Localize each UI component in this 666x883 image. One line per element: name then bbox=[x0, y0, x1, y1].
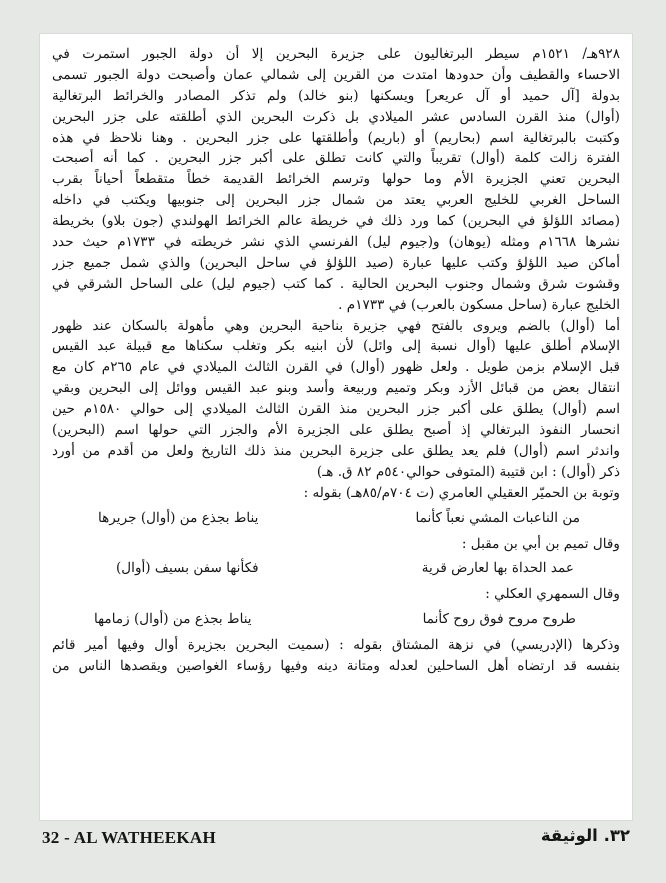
text-line: ذكر (أوال) : ابن قتيبة (المتوفى حوالي٥٤٠م ٨٢ ق. هـ) bbox=[316, 463, 620, 480]
text-line: (أوال) منذ القرن السادس عشر الميلادي بل ذكرت البحرين الذي أطلقته على جزر البحرين bbox=[52, 108, 620, 125]
verse-2-first-hemistich: عمد الحداة بها لعارض قرية bbox=[421, 560, 574, 577]
verse-3 bbox=[52, 605, 620, 635]
verse-3-second-hemistich: يناط بجذع من (أوال) زمامها bbox=[94, 611, 252, 628]
closing-paragraph bbox=[52, 635, 620, 677]
text-line: واندثر اسم (أوال) فلم يعد يطلق على جزيرة البحرين منذ ذلك التاريخ ولعل من أقدم من أورد bbox=[52, 442, 620, 459]
text-line: الفترة زالت كلمة (أوال) تقريباً والتي كانت تطلق على أكبر جزر البحرين . كما أنه أصبحت bbox=[52, 150, 620, 167]
text-line: انتقال بعض من قبائل الأزد وبكر وتميم وربيعة وأسد وبنو عبد القيس ووائل إلى البحرين وبقي bbox=[52, 380, 620, 397]
text-line: وقشوت شرق وشمال وجنوب البحرين الحالية . كما كتب (جيوم ليل) على الساحل الشرقي في bbox=[52, 275, 620, 292]
document-page bbox=[40, 34, 632, 820]
text-line: الإسلام أطلق عليها (أوال نسبة إلى وائل) لأن ابنيه بكر وتغلب سكناها مع قبيلة عبد القيس bbox=[52, 338, 620, 355]
poem-intro-2: وقال تميم بن أبي بن مقبل : bbox=[461, 535, 620, 552]
verse-2 bbox=[52, 554, 620, 584]
text-line: وكتبت بالبرتغالية اسم (بحاريم) أو (باريم) وأطلقتها على جزر البحرين . وهنا نلاحظ في هذه bbox=[52, 129, 620, 146]
text-line: أما (أوال) بالضم ويروى بالفتح فهي جزيرة بناحية البحرين وهي مأهولة بالسكان عند ظهور bbox=[52, 317, 620, 334]
text-line: انحسار النفوذ البرتغالي إذ أصبح يطلق على الجزيرة الأم والجزر التي حولها اسم (البحرين) bbox=[52, 422, 620, 439]
text-line: البحرين تعني الجزيرة الأم وما حولها وترسم الخرائط القديمة خطاً متقطعاً أحياناً بقرب bbox=[52, 171, 620, 188]
text-line: الاحساء والقطيف وأن حدودها امتدت من القرين إلى شمالي عمان وأصبحت دولة الجبور تسمى bbox=[52, 66, 620, 83]
verse-1 bbox=[52, 504, 620, 534]
text-line: الخليج عبارة (ساحل مسكون بالعرب) في ١٧٣٣م . bbox=[338, 296, 620, 313]
article-body bbox=[52, 44, 620, 677]
text-line: (مصائد اللؤلؤ في البحرين) كما ورد ذلك في خريطة عالم الخرائط الهولندي (جون بلاو) بخريطة bbox=[52, 213, 620, 230]
text-line: بدولة [آل حميد أو آل عريعر] ويسكنها (بنو خالد) ولم تذكر المصادر والخرائط البرتغالية bbox=[52, 87, 620, 104]
text-line: ٩٢٨هـ/ ١٥٢١م سيطر البرتغاليون على جزيرة البحرين إلا أن دولة الجبور استمرت في bbox=[52, 46, 620, 62]
verse-3-first-hemistich: طروح مروح فوق روح كأنما bbox=[422, 611, 576, 628]
verse-1-second-hemistich: يناط بجذع من (أوال) جريرها bbox=[98, 509, 259, 526]
footer-page-number-arabic: ٣٢. الوثيقة bbox=[540, 826, 630, 845]
text-line: قبل الإسلام بزمن طويل . ولعل ظهور (أوال) في القرن الثالث الميلادي في عام ٢٦٥م كان مع bbox=[52, 359, 620, 376]
poem-intro-3: وقال السمهري العكلي : bbox=[485, 586, 620, 603]
poem-intro-1: وتوبة بن الحميّر العقيلي العامري (ت ٧٠٤م/٨٥هـ) بقوله : bbox=[303, 484, 620, 501]
text-line: أماكن صيد اللؤلؤ وكتب عليها عبارة (صيد اللؤلؤ في ساحل البحرين) والذي شمل جميع جزر bbox=[52, 254, 620, 271]
paragraph-block bbox=[52, 44, 620, 483]
text-line: بنفسه قد ارتضاه أهل الساحلين لعدله ومتانة دينه وفيها رؤساء الغواصين ويقصدها الناس من bbox=[52, 658, 620, 675]
text-line: نشرها ١٦٦٨م ومثله (يوهان) و(جيوم ليل) الفرنسي الذي نشر خريطته في ١٧٣٣م حيث حدد bbox=[52, 234, 620, 251]
verse-1-first-hemistich: من الناعبات المشي نعباً كأنما bbox=[415, 509, 580, 526]
text-line: وذكرها (الإدريسي) في نزهة المشتاق بقوله : (سميت البحرين بجزيرة أوال وفيها أمير قائم bbox=[52, 637, 620, 654]
page-footer bbox=[40, 820, 632, 862]
footer-page-number-english: 32 - AL WATHEEKAH bbox=[42, 828, 217, 847]
text-line: اسم (أوال) يطلق على أكبر جزر البحرين منذ القرن الثالث الميلادي إلى حوالي ١٥٨٠م حين bbox=[52, 401, 620, 418]
text-line: الساحل الغربي للخليج العربي يعتد من شمال جزر البحرين إلى جنوبيها ويكتب في داخله bbox=[52, 192, 620, 209]
verse-2-second-hemistich: فكأنها سفن بسيف (أوال) bbox=[116, 560, 259, 577]
